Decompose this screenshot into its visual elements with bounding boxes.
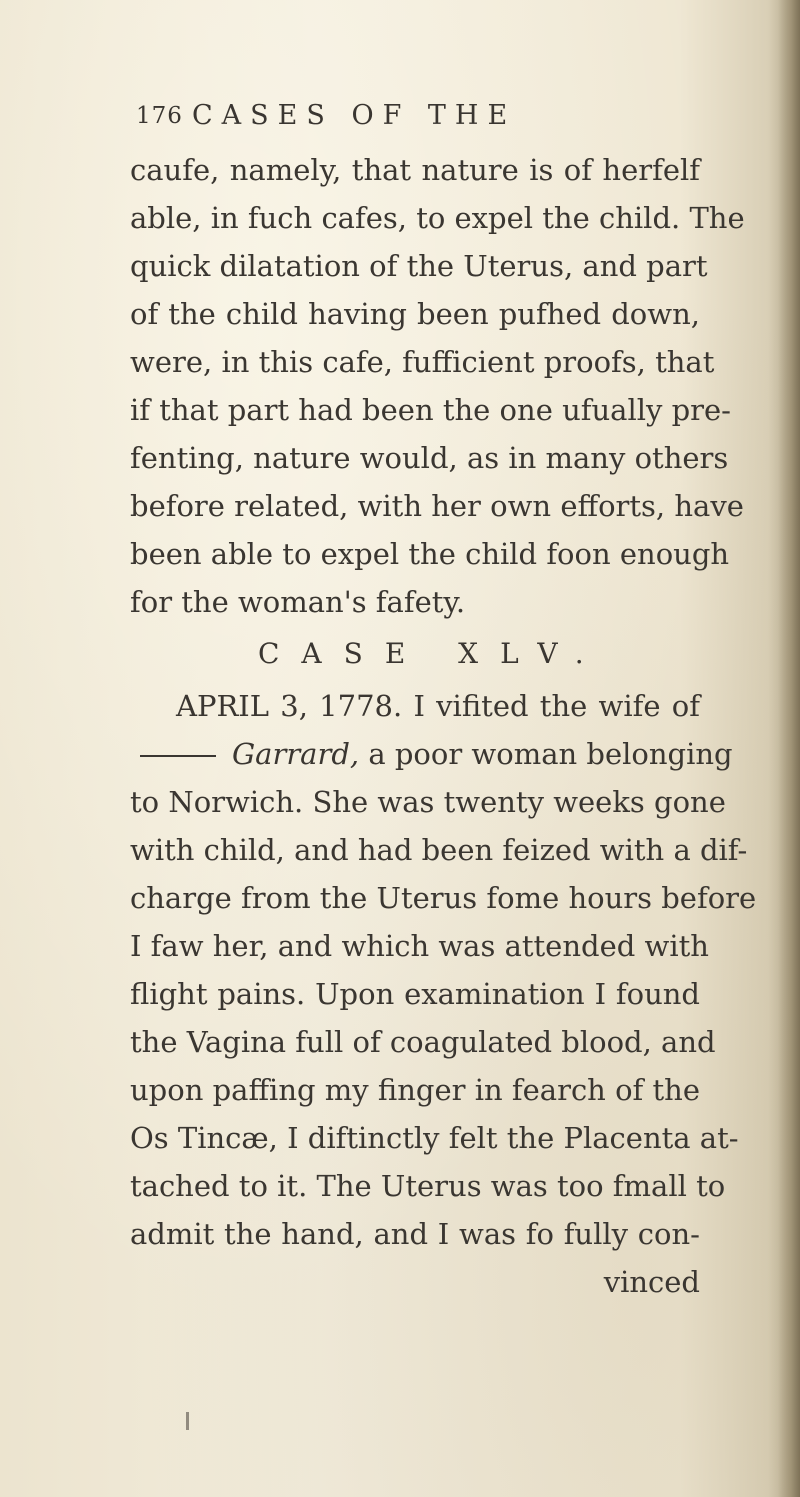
text-line: the Vagina full of coagulated blood, and: [130, 1025, 716, 1059]
page-number: 176: [136, 103, 183, 129]
case-paragraph: [130, 682, 757, 1306]
text-line: charge from the Uterus fome hours before: [130, 881, 757, 915]
page-header: [136, 96, 696, 136]
running-title: CASES OF THE: [192, 100, 517, 131]
text-line: before related, with her own efforts, have: [130, 489, 744, 523]
text-line: Os Tincæ, I diftinctly felt the Placenta at-: [130, 1121, 739, 1155]
text-line: for the woman's fafety.: [130, 585, 466, 619]
text-line: flight pains. Upon examination I found: [130, 977, 700, 1011]
text-line: caufe, namely, that nature is of herfelf: [130, 153, 700, 187]
text-line: tached to it. The Uterus was too fmall to: [130, 1169, 726, 1203]
patient-name: Garrard,: [232, 737, 360, 771]
ink-speck: [186, 1412, 189, 1430]
text-line: with child, and had been feized with a dif-: [130, 833, 748, 867]
text-line: upon paffing my finger in fearch of the: [130, 1073, 700, 1107]
text-line: admit the hand, and I was fo fully con-: [130, 1217, 700, 1251]
text-line: to Norwich. She was twenty weeks gone: [130, 785, 726, 819]
continued-paragraph: [130, 146, 745, 626]
text-line: of the child having been pufhed down,: [130, 297, 700, 331]
text-line: been able to expel the child foon enough: [130, 537, 730, 571]
text-line: quick dilatation of the Uterus, and part: [130, 249, 708, 283]
text-line: able, in fuch cafes, to expel the child. The: [130, 201, 745, 235]
case-heading: CASE XLV.: [258, 637, 606, 670]
text-line-name: [130, 730, 733, 778]
catchword: vinced: [603, 1265, 700, 1299]
text-line: were, in this cafe, fufficient proofs, that: [130, 345, 715, 379]
page-edge-shadow: [778, 0, 800, 1497]
text-line: I faw her, and which was attended with: [130, 929, 709, 963]
text-line-opening: APRIL 3, 1778. I vifited the wife of: [176, 689, 700, 723]
text-line-rest: a poor woman belonging: [368, 737, 733, 771]
text-line: fenting, nature would, as in many others: [130, 441, 729, 475]
text-line: if that part had been the one ufually pre-: [130, 393, 731, 427]
name-dash: [140, 755, 216, 757]
